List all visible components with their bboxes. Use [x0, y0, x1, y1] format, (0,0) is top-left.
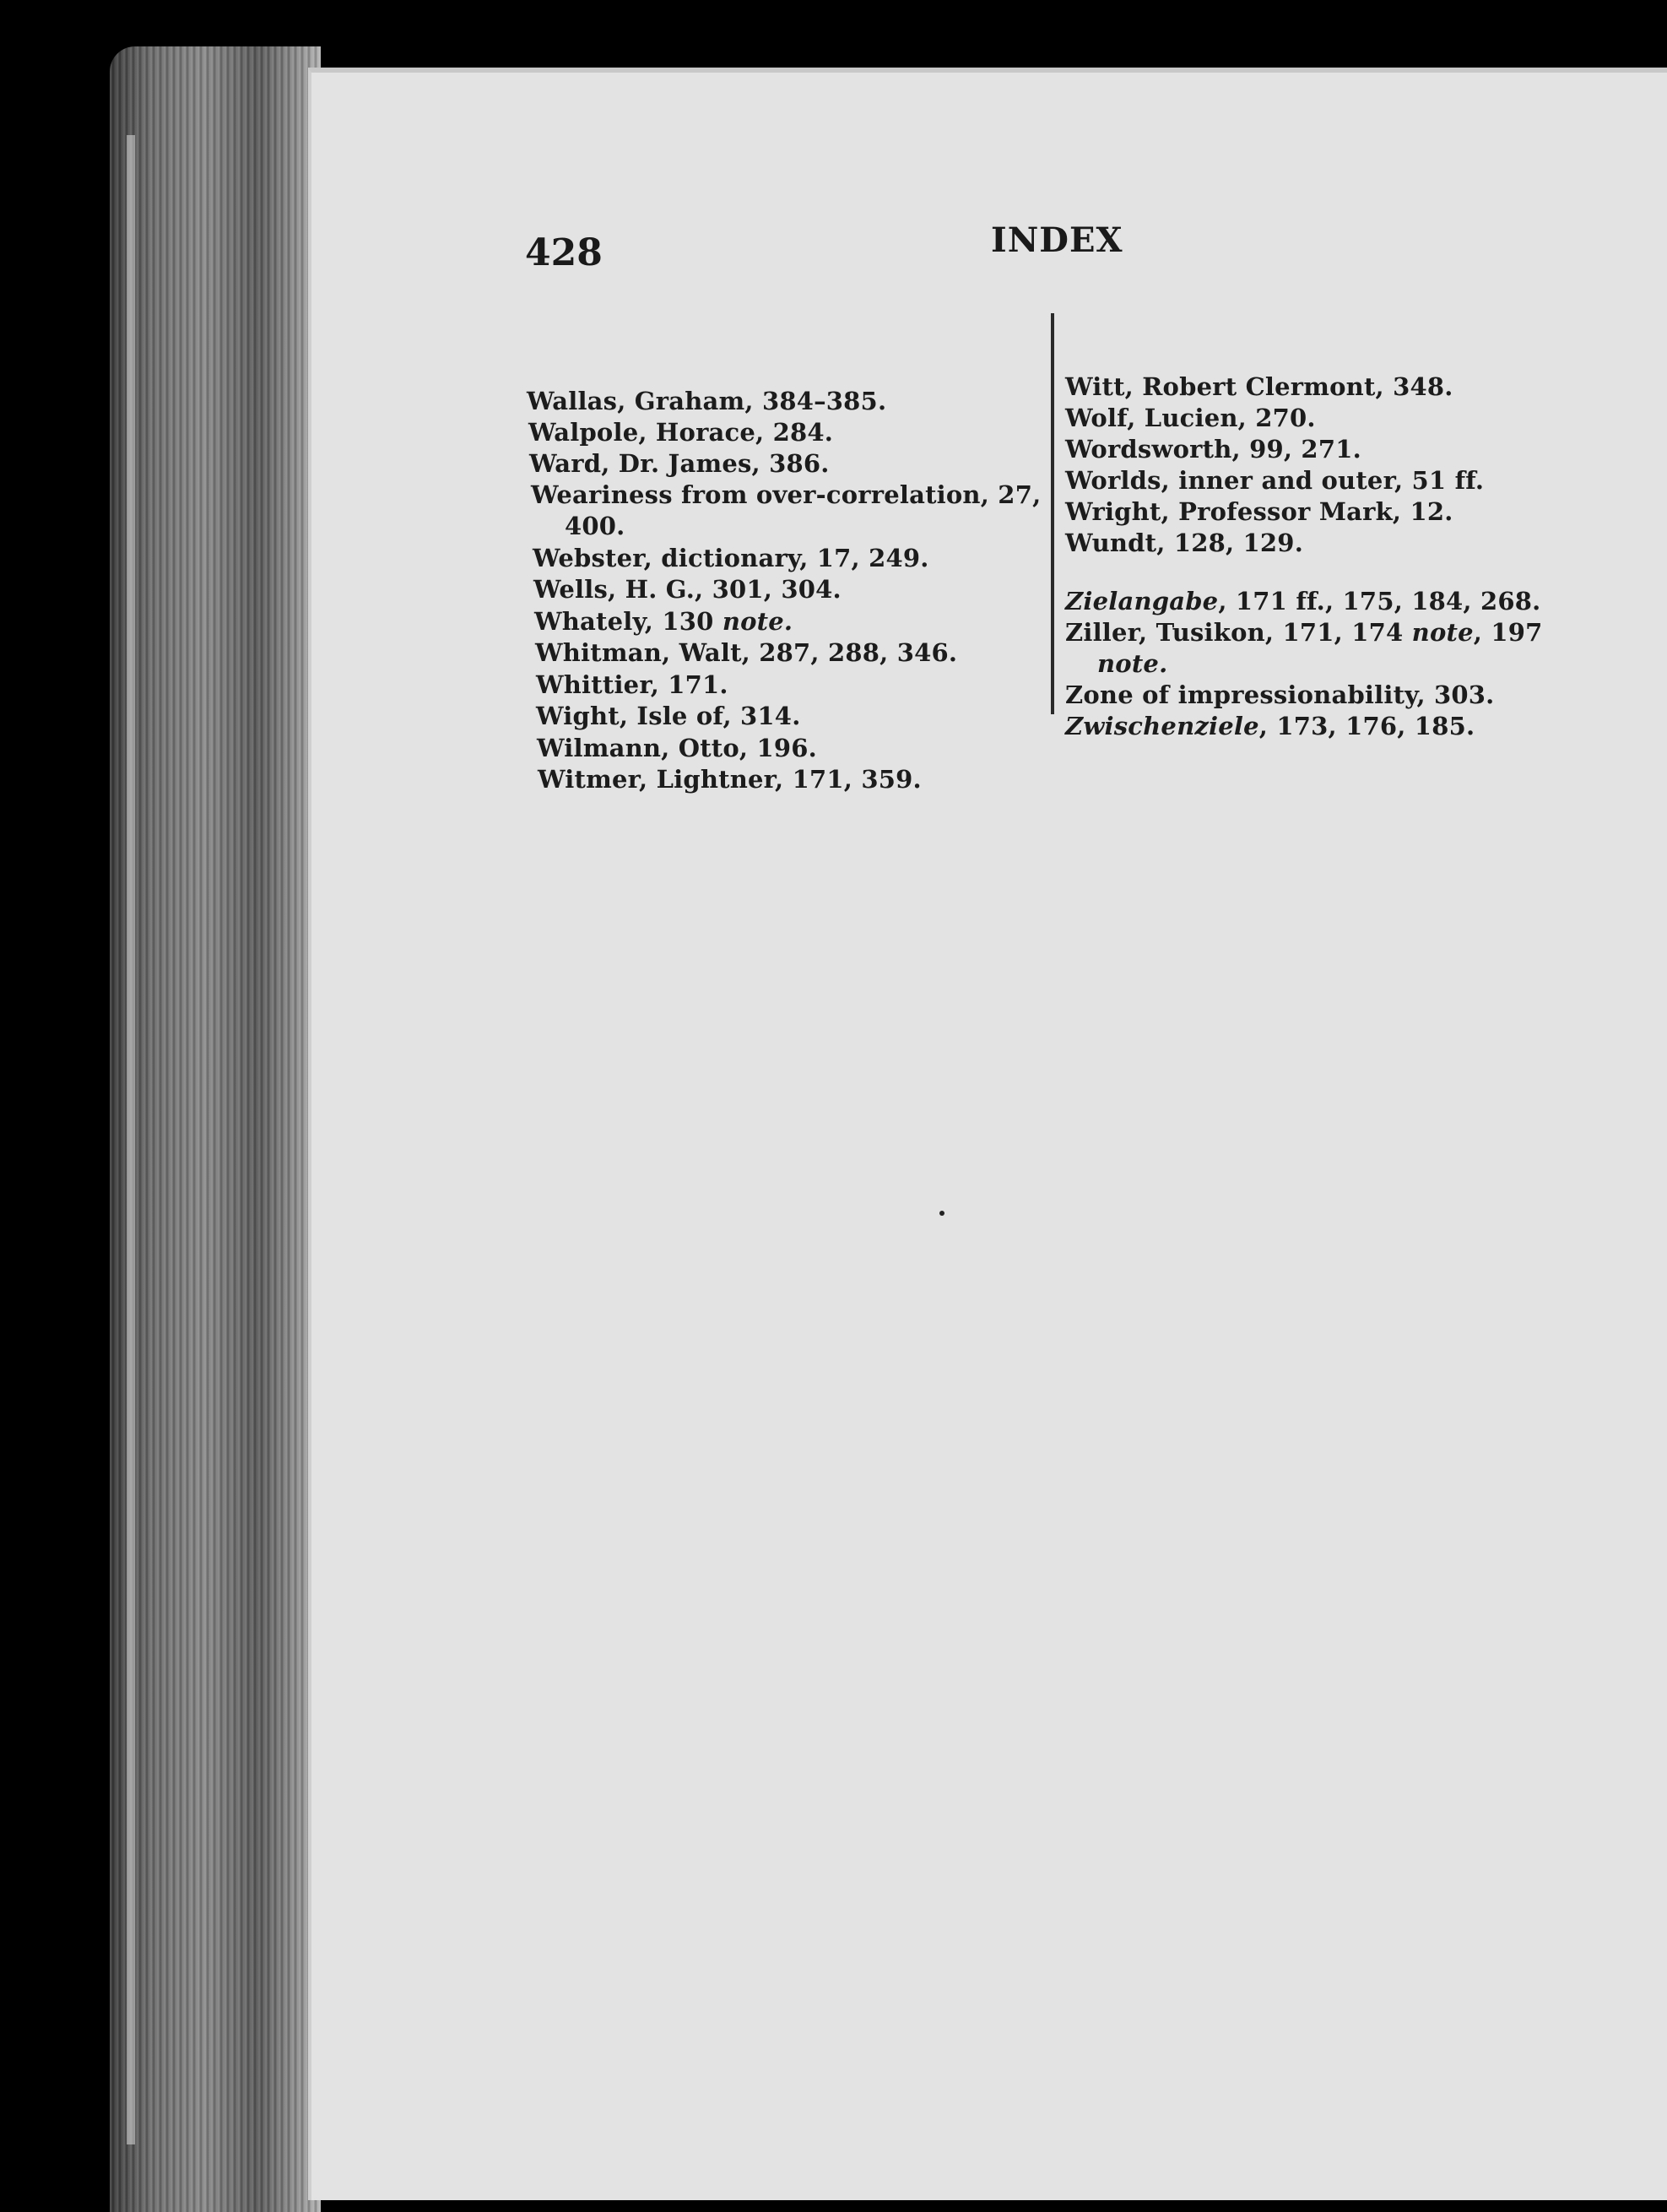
entry-rest: , 173, 176, 185. [1258, 712, 1475, 740]
entry-italic: note. [1097, 649, 1168, 678]
index-entry [534, 607, 793, 636]
index-entry: Wright, Professor Mark, 12. [1065, 497, 1453, 526]
index-entry-continuation: 400. [565, 512, 625, 540]
index-entry: Webster, dictionary, 17, 249. [533, 544, 929, 572]
index-page [308, 68, 1667, 2200]
index-entry-continuation [1097, 649, 1168, 678]
page-number: 428 [525, 231, 603, 274]
index-entry [1065, 618, 1543, 647]
index-entry: Worlds, inner and outer, 51 ff. [1065, 466, 1485, 495]
book-spine-edge [110, 46, 321, 2212]
index-entry: Walpole, Horace, 284. [528, 418, 834, 447]
index-entry: Wight, Isle of, 314. [536, 702, 801, 730]
index-entry: Wallas, Graham, 384–385. [527, 387, 887, 415]
index-entry [1065, 714, 1475, 739]
page-edge-highlight [127, 135, 135, 2144]
index-entry: Wundt, 128, 129. [1065, 529, 1303, 557]
running-head: INDEX [991, 220, 1123, 260]
index-entry: Zone of impressionability, 303. [1065, 680, 1495, 709]
index-entry: Whittier, 171. [536, 670, 728, 699]
column-divider [1051, 313, 1054, 714]
index-entry: Witt, Robert Clermont, 348. [1065, 372, 1453, 401]
index-entry: Weariness from over-correlation, 27, [531, 480, 1042, 509]
index-entry: Witmer, Lightner, 171, 359. [538, 765, 922, 794]
entry-head: Ziller, Tusikon, 171, 174 [1065, 618, 1412, 647]
index-entry: Wordsworth, 99, 271. [1065, 435, 1361, 464]
entry-italic-head: Zwischenziele [1065, 712, 1259, 740]
entry-italic: note. [722, 607, 793, 636]
index-entry: Wells, H. G., 301, 304. [533, 575, 842, 604]
entry-head: Whately, 130 [534, 607, 723, 636]
index-entry: Wolf, Lucien, 270. [1065, 404, 1316, 432]
ink-speck [939, 1211, 944, 1216]
index-entry: Ward, Dr. James, 386. [529, 449, 830, 478]
index-entry [1065, 589, 1540, 614]
entry-italic: note [1411, 618, 1474, 647]
index-entry: Wilmann, Otto, 196. [537, 734, 817, 762]
entry-rest: , 171 ff., 175, 184, 268. [1218, 587, 1541, 615]
entry-tail: , 197 [1473, 618, 1543, 647]
entry-italic-head: Zielangabe [1065, 587, 1219, 615]
index-entry: Whitman, Walt, 287, 288, 346. [535, 638, 958, 667]
